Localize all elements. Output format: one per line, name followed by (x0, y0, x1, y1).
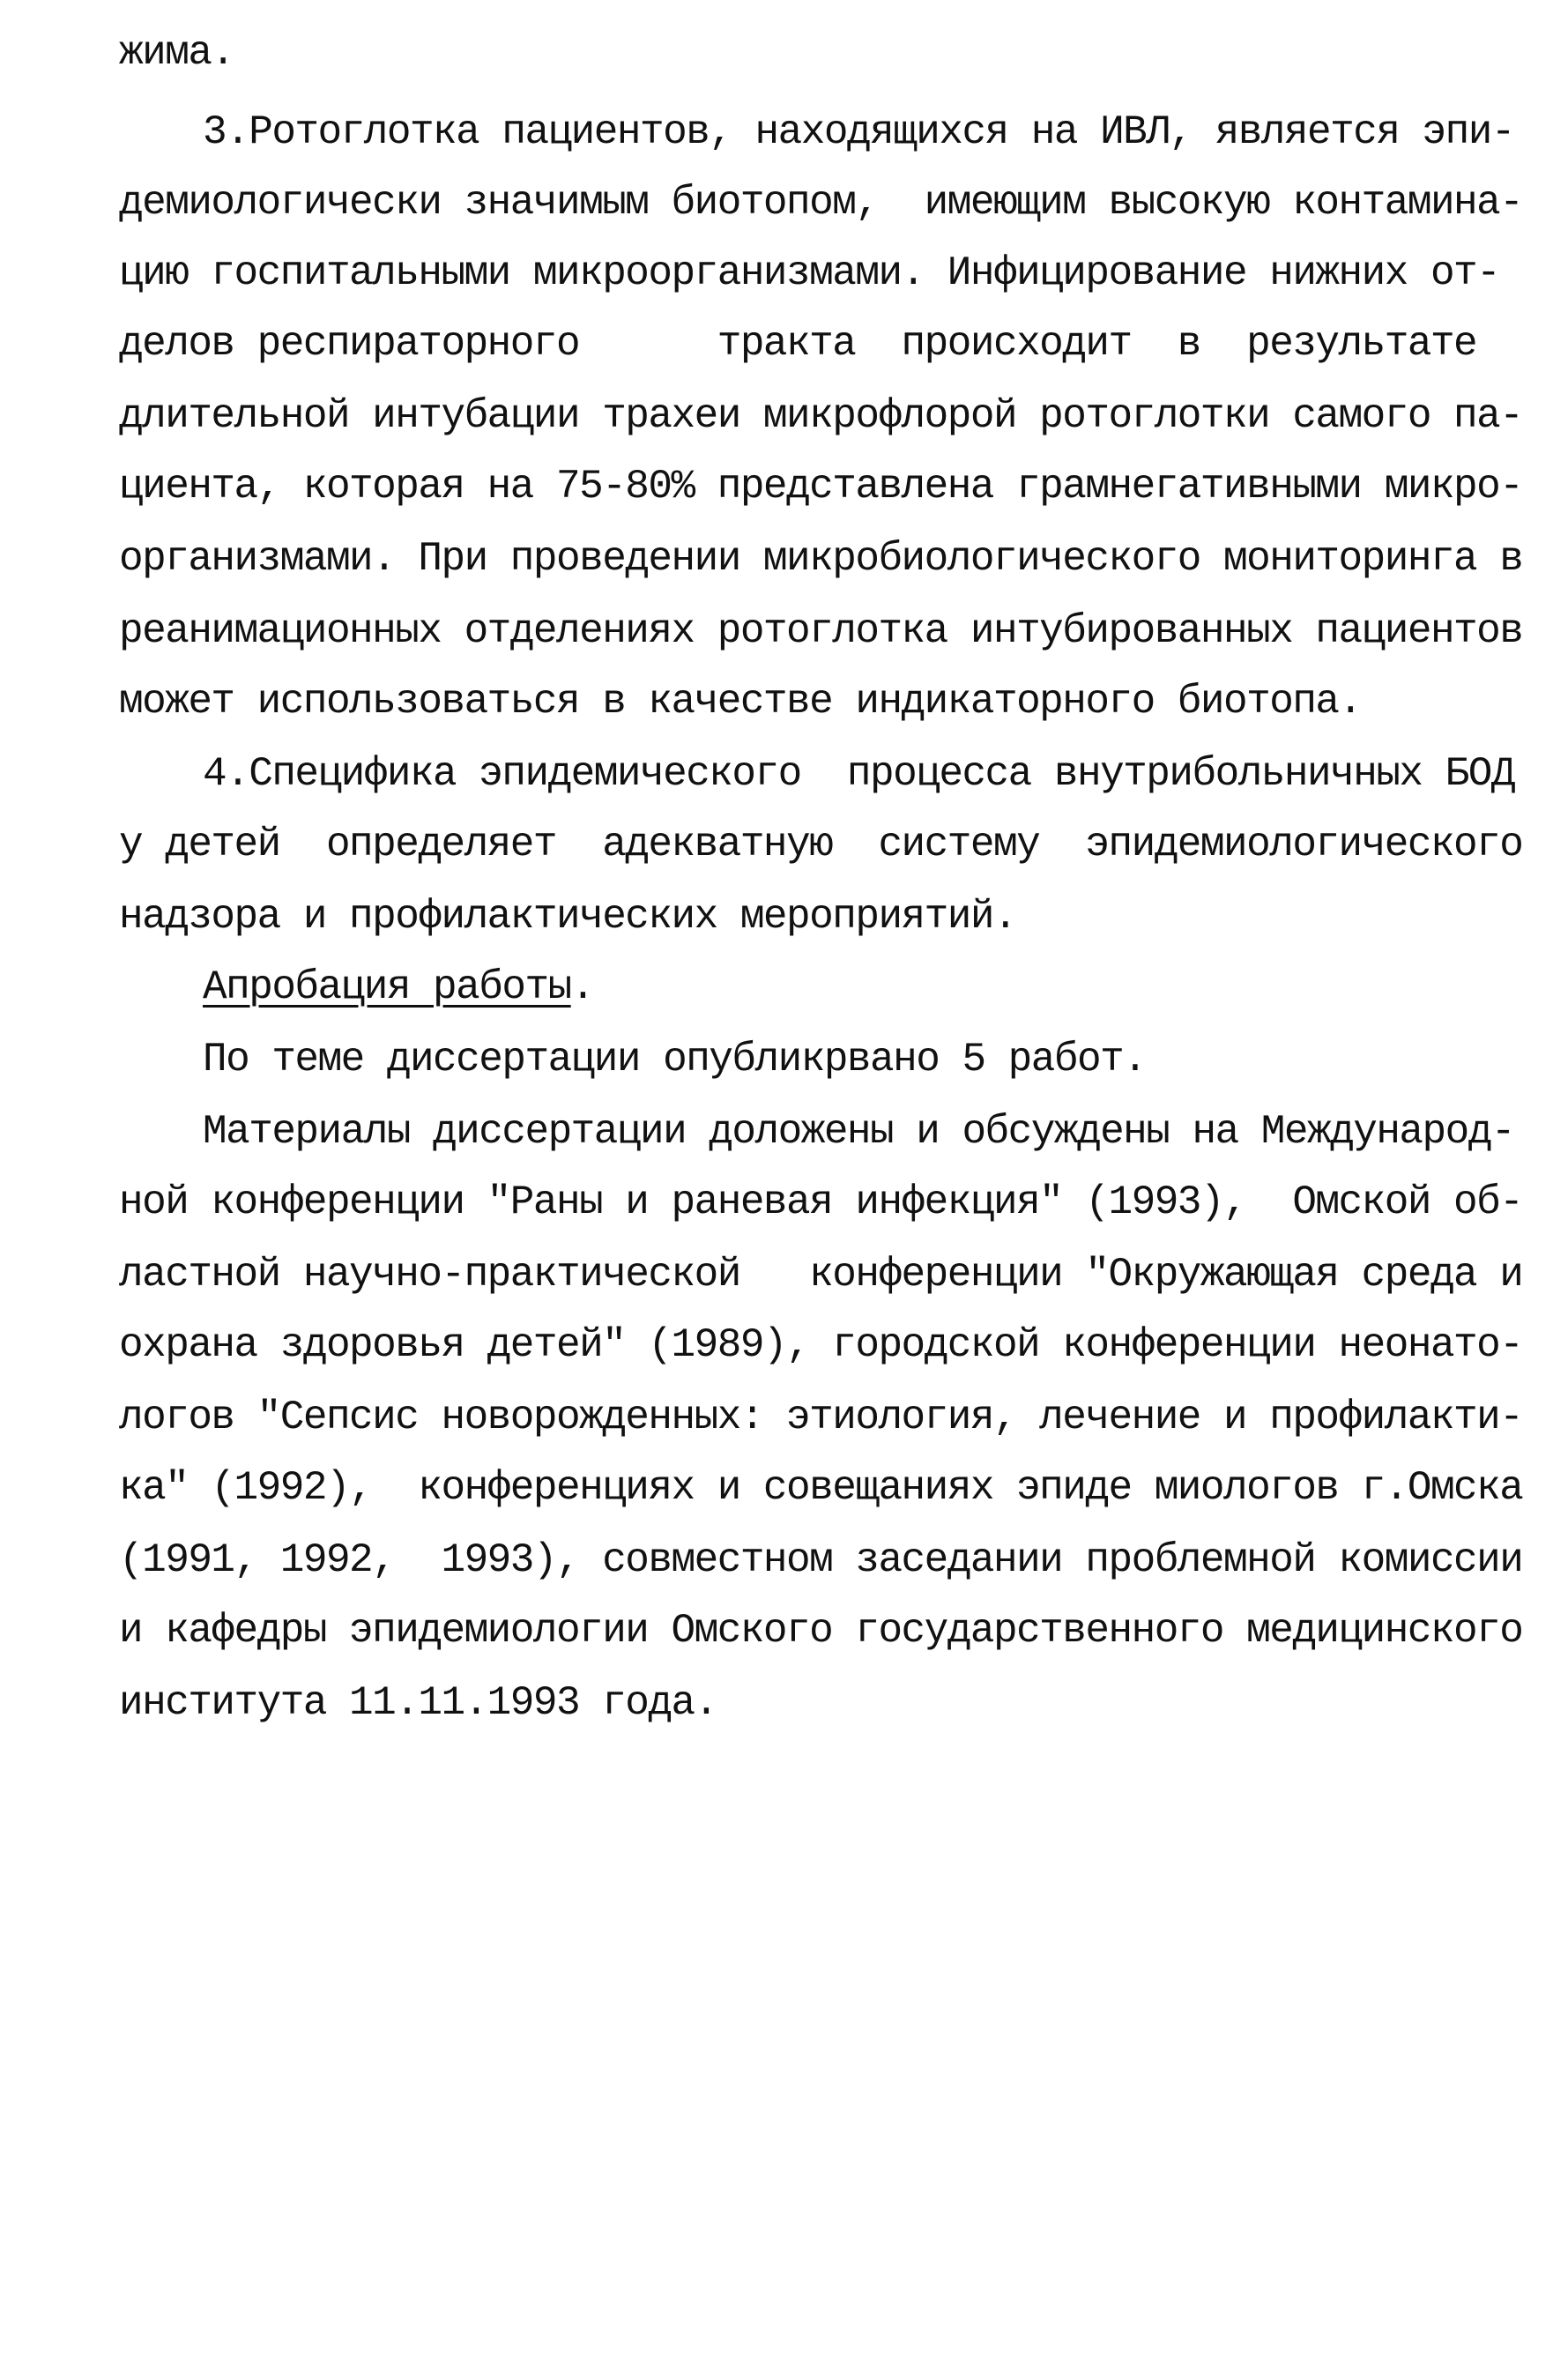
text-line: циента, которая на 75-80% представлена грамнегативными микро- (119, 464, 1523, 509)
section-heading (203, 961, 594, 1014)
text-line: делов респираторного тракта происходит в результате (119, 321, 1477, 367)
section-heading-period: . (570, 964, 594, 1010)
text-line: реанимационных отделениях ротоглотка интубированных пациентов (119, 608, 1523, 654)
text-line: длительной интубации трахеи микрофлорой ротоглотки самого па- (119, 393, 1523, 439)
text-line: 3.Ротоглотка пациентов, находящихся на ИВЛ, является эпи- (203, 109, 1514, 155)
text-line: ластной научно-практической конференции "Окружающая среда и (119, 1252, 1523, 1298)
text-line: охрана здоровья детей" (1989), городской конференции неонато- (119, 1322, 1523, 1368)
text-line: цию госпитальными микроорганизмами. Инфицирование нижних от- (119, 250, 1500, 296)
text-line: ной конференции "Раны и раневая инфекция" (1993), Омской об- (119, 1179, 1523, 1225)
section-heading-text: Апробация работы (203, 964, 571, 1010)
text-line: организмами. При проведении микробиологического мониторинга в (119, 536, 1523, 582)
text-line: демиологически значимым биотопом, имеющим высокую контамина- (119, 180, 1523, 226)
text-line: 4.Специфика эпидемического процесса внутрибольничных БОД (203, 751, 1514, 797)
text-line: По теме диссертации опубликрвано 5 работ. (203, 1037, 1147, 1082)
text-line: ка" (1992), конференциях и совещаниях эпиде миологов г.Омска (119, 1465, 1523, 1511)
text-line: Материалы диссертации доложены и обсуждены на Международ- (203, 1109, 1514, 1155)
text-line: и кафедры эпидемиологии Омского государственного медицинского (119, 1608, 1523, 1654)
text-line: (1991, 1992, 1993), совместном заседании проблемной комиссии (119, 1537, 1523, 1583)
text-line: надзора и профилактических мероприятий. (119, 894, 1017, 940)
text-line: логов "Сепсис новорожденных: этиология, лечение и профилакти- (119, 1395, 1523, 1440)
text-line: может использоваться в качестве индикаторного биотопа. (119, 679, 1362, 725)
text-line: института 11.11.1993 года. (119, 1680, 717, 1726)
text-line: у детей определяет адекватную систему эпидемиологического (119, 822, 1523, 867)
text-line: жима. (119, 30, 234, 76)
